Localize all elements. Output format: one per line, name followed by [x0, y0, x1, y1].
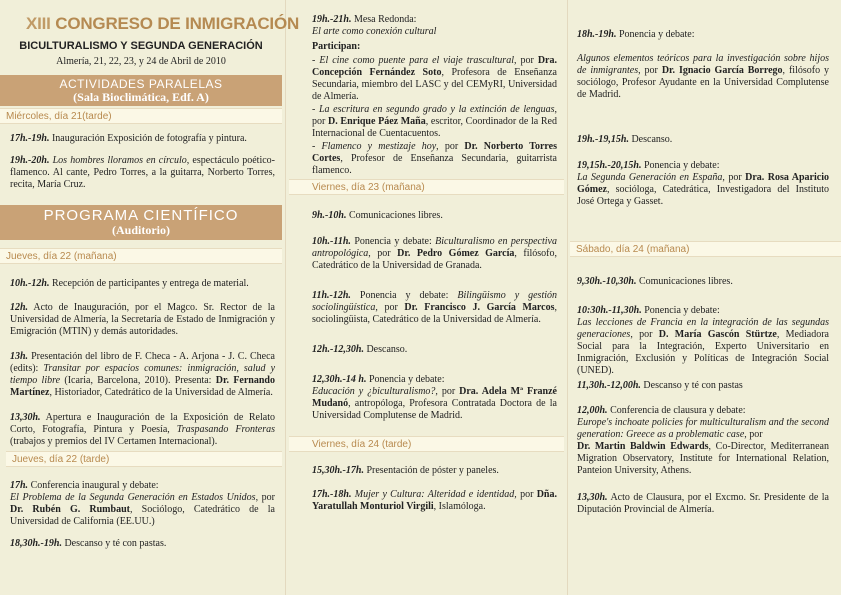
programa-venue: (Auditorio) [112, 223, 170, 237]
item-s4: 12,00h. Conferencia de clausura y debate: Europe's inchoate policies for multiculturalism and the second generation: Greece as a problematic case, por Dr. Martin Baldwin Edwards, Co-Director, Mediterranean Migration Observatory, Institute for International Relation, Panteion University, Athens. [577, 405, 829, 476]
day-header-fri-pm: Viernes, día 24 (tarde) [289, 436, 564, 452]
column-right [570, 0, 841, 595]
column-divider [285, 0, 286, 595]
item-participan: Participan: [312, 41, 361, 52]
column-left [0, 0, 300, 595]
item-tp2: 18,30h.-19h. Descanso y té con pastas. [10, 538, 167, 549]
title-rest: CONGRESO DE INMIGRACIÓN [50, 14, 300, 33]
item-f4: 12h.-12,30h. Descanso. [312, 344, 408, 355]
item-f2: 10h.-11h. Ponencia y debate: Biculturalismo en perspectiva antropológica, por Dr. Pedro Gómez García, filósofo, Catedrático de la Universidad de Granada. [312, 236, 557, 271]
actividades-title: ACTIVIDADES PARALELAS [59, 77, 223, 91]
day-header-thu-am: Jueves, día 22 (mañana) [0, 248, 282, 264]
item-f5: 12,30h.-14 h. Ponencia y debate: Educación y ¿biculturalismo?, por Dra. Adela Mª Franzé Mudanó, antropóloga, Profesora Contratada Doctora de la Universidad Complutense de Madrid. [312, 374, 557, 421]
item-c2: 19h.-19,15h. Descanso. [577, 134, 673, 145]
day-header-sat-am: Sábado, día 24 (mañana) [570, 241, 841, 257]
item-c1: 18h.-19h. Ponencia y debate: Algunos elementos teóricos para la investigación sobre hijos de inmigrantes, por Dr. Ignacio García Borrego, filósofo y sociólogo, Profesor Ayudante en la Universidad Complutense de Madrid. [577, 29, 829, 100]
programa-title: PROGRAMA CIENTÍFICO [43, 207, 239, 224]
item-fp1: 15,30h.-17h. Presentación de póster y paneles. [312, 465, 499, 476]
day-header-wed: Miércoles, día 21(tarde) [0, 108, 282, 124]
actividades-venue: (Sala Bioclimática, Edf. A) [73, 90, 209, 104]
item-s3: 11,30h.-12,00h. Descanso y té con pastas [577, 380, 743, 391]
column-middle [289, 0, 564, 595]
item-tp1: 17h. Conferencia inaugural y debate: El Problema de la Segunda Generación en Estados Unidos, por Dr. Rubén G. Rumbaut, Sociólogo, Catedrático de la Universidad de California (EE.UU.) [10, 480, 275, 527]
day-header-fri-am: Viernes, día 23 (mañana) [289, 179, 564, 195]
item-s1: 9,30h.-10,30h. Comunicaciones libres. [577, 276, 733, 287]
item-fp2: 17h.-18h. Mujer y Cultura: Alteridad e identidad, por Dña. Yaratullah Monturiol Virgili, Islamóloga. [312, 489, 557, 512]
item-s2: 10:30h.-11,30h. Ponencia y debate: Las lecciones de Francia en la integración de las segundas generaciones, por D. María Gascón Stürtze, Mediadora Social para la Integración, Experto Universitario en Inmigración, Exclusión y Políticas de Integración Social (UNED). [577, 305, 829, 376]
item-w1: 17h.-19h. Inauguración Exposición de fotografía y pintura. [10, 133, 247, 144]
item-w2: 19h.-20h. Los hombres lloramos en círculo, espectáculo poético-flamenco. Al cante, Pedro Torres, a la guitarra, Norberto Torres, recita, María Cruz. [10, 155, 276, 190]
item-mesa: 19h.-21h. Mesa Redonda: El arte como conexión cultural [312, 14, 437, 37]
item-t3: 13h. Presentación del libro de F. Checa - A. Arjona - J. C. Checa (edits): Transitar por espacios comunes: inmigración, salud y tiempo libre (Icaria, Barcelona, 2010). Presenta: Dr. Fernando Martínez, Historiador, Catedrático de la Universidad de Almería. [10, 351, 276, 398]
programa-band [0, 205, 282, 240]
item-m3: - Flamenco y mestizaje hoy, por Dr. Norberto Torres Cortes, Profesor de Enseñanza Secundaria, guitarrista flamenco. [312, 141, 557, 176]
item-t2: 12h. Acto de Inauguración, por el Magco. Sr. Rector de la Universidad de Almería, la Secretaría de Estado de Inmigración y Emigración (MTIN) y demás autoridades. [10, 302, 275, 337]
item-f1: 9h.-10h. Comunicaciones libres. [312, 210, 443, 221]
title-prefix: XIII [26, 14, 51, 33]
congress-title [26, 14, 299, 34]
actividades-band [0, 75, 282, 106]
item-c3: 19,15h.-20,15h. Ponencia y debate: La Segunda Generación en España, por Dra. Rosa Aparicio Gómez, socióloga, Catedrática, Investigadora del Instituto José Ortega y Gasset. [577, 160, 829, 207]
item-m2: - La escritura en segundo grado y la extinción de lenguas, por D. Enrique Páez Maña, escritor, Coordinador de la Red Internacional de Cuentacuentos. [312, 104, 557, 139]
item-s5: 13,30h. Acto de Clausura, por el Excmo. Sr. Presidente de la Diputación Provincial de Almería. [577, 492, 829, 515]
congress-subtitle: BICULTURALISMO Y SEGUNDA GENERACIÓN [19, 40, 263, 52]
day-header-thu-pm: Jueves, día 22 (tarde) [6, 451, 282, 467]
item-f3: 11h.-12h. Ponencia y debate: Bilingüismo y gestión sociolingüística, por Dr. Francisco J. García Marcos, sociolingüista, Catedrático de la Universidad de Almería. [312, 290, 557, 325]
item-t1: 10h.-12h. Recepción de participantes y entrega de material. [10, 278, 249, 289]
congress-dates: Almería, 21, 22, 23, y 24 de Abril de 2010 [56, 56, 226, 67]
item-t4: 13,30h. Apertura e Inauguración de la Exposición de Relato Corto, Fotografía, Pintura y Poesía, Traspasando Fronteras (trabajos y premios del IV Certamen Internacional). [10, 412, 275, 447]
column-divider [567, 0, 568, 595]
item-m1: - El cine como puente para el viaje trascultural, por Dra. Concepción Fernández Soto, Profesora de Enseñanza Secundaria, miembro del LASC y del CEMyRI, Universidad de Almería. [312, 55, 557, 102]
